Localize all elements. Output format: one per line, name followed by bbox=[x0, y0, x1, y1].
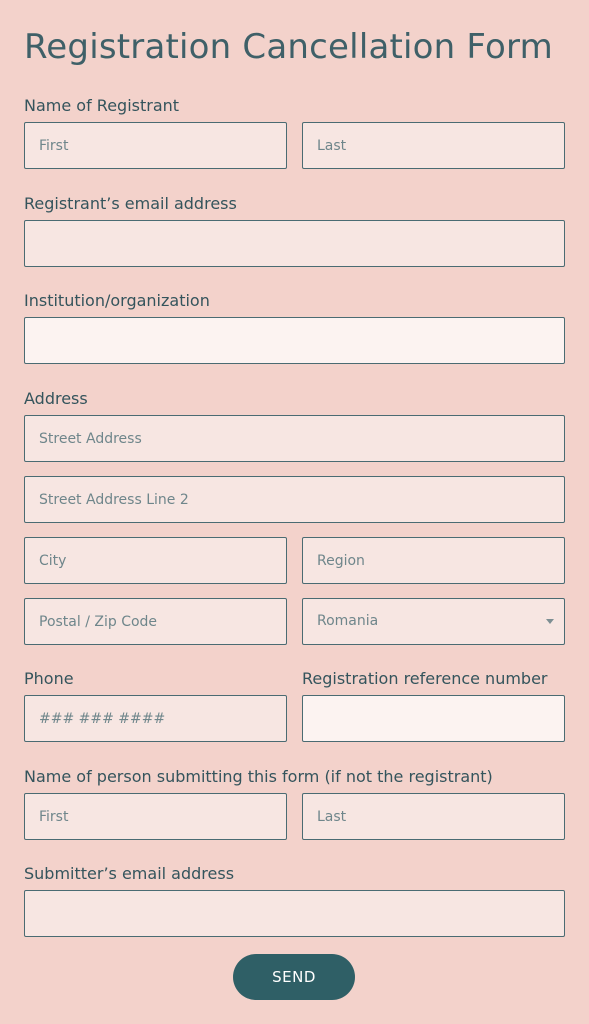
postal-code-input[interactable] bbox=[24, 598, 287, 645]
reference-number-label: Registration reference number bbox=[302, 669, 548, 688]
submitter-last-name-input[interactable] bbox=[302, 793, 565, 840]
city-input[interactable] bbox=[24, 537, 287, 584]
registrant-first-name-input[interactable] bbox=[24, 122, 287, 169]
country-select[interactable] bbox=[302, 598, 565, 645]
phone-label: Phone bbox=[24, 669, 74, 688]
country-select-value: Romania bbox=[317, 613, 379, 629]
registrant-email-label: Registrant’s email address bbox=[24, 194, 237, 213]
submitter-name-label: Name of person submitting this form (if not the registrant) bbox=[24, 767, 493, 786]
submitter-first-name-input[interactable] bbox=[24, 793, 287, 840]
registrant-email-input[interactable] bbox=[24, 220, 565, 267]
submitter-email-input[interactable] bbox=[24, 890, 565, 937]
submitter-email-label: Submitter’s email address bbox=[24, 864, 235, 883]
phone-input[interactable] bbox=[24, 695, 287, 742]
region-input[interactable] bbox=[302, 537, 565, 584]
address-label: Address bbox=[24, 389, 88, 408]
reference-number-input[interactable] bbox=[302, 695, 565, 742]
page-title: Registration Cancellation Form bbox=[24, 27, 553, 67]
street-address-line2-input[interactable] bbox=[24, 476, 565, 523]
street-address-input[interactable] bbox=[24, 415, 565, 462]
chevron-down-icon bbox=[546, 619, 554, 624]
registrant-last-name-input[interactable] bbox=[302, 122, 565, 169]
institution-label: Institution/organization bbox=[24, 291, 210, 310]
send-button[interactable]: SEND bbox=[233, 954, 355, 1000]
institution-input[interactable] bbox=[24, 317, 565, 364]
registrant-name-label: Name of Registrant bbox=[24, 96, 180, 115]
